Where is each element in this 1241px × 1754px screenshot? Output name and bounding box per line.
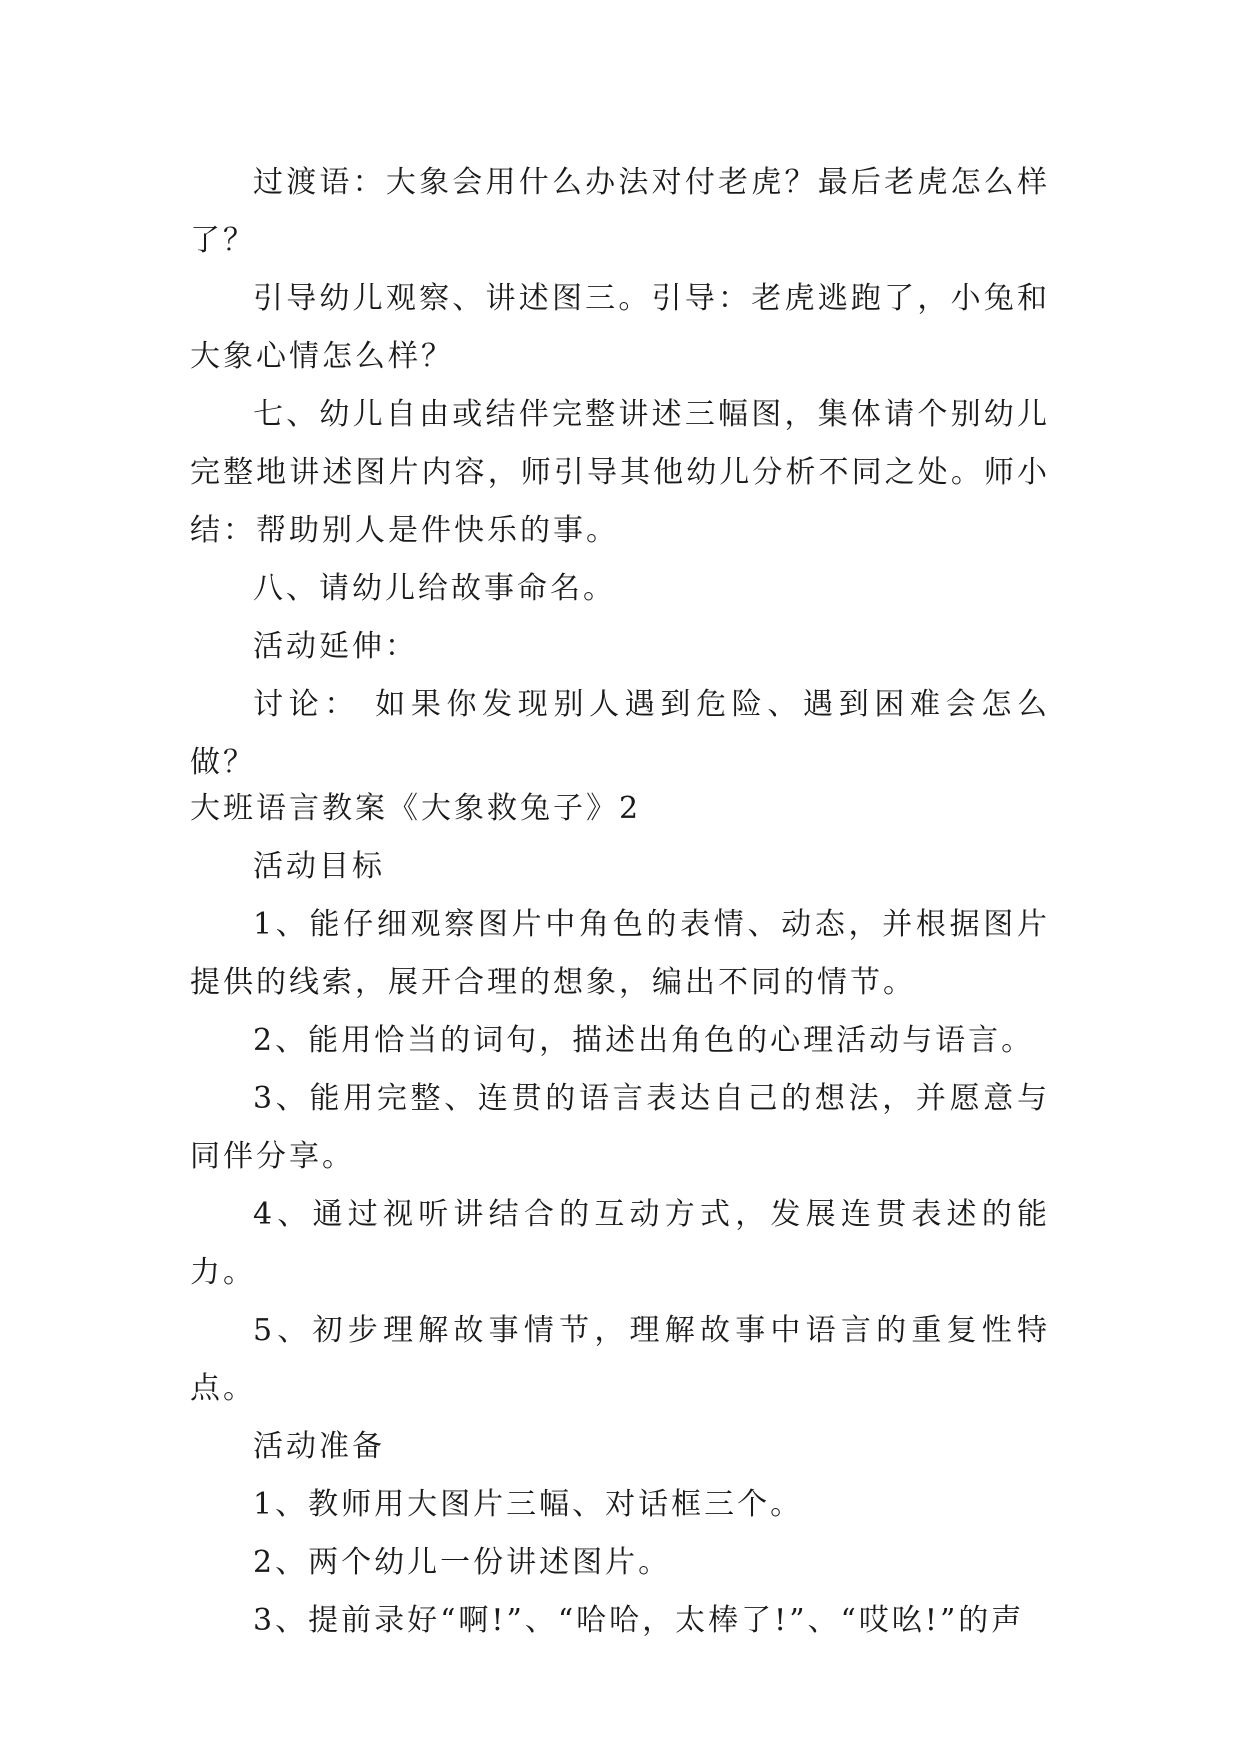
prep-heading: 活动准备: [253, 1429, 385, 1464]
lesson-title: 大班语言教案《大象救兔子》2: [190, 791, 642, 826]
section-lesson-plan-2: [190, 780, 1050, 1650]
prep-item: 1、教师用大图片三幅、对话框三个。: [253, 1487, 804, 1522]
goal-item: 5、初步理解故事情节，理解故事中语言的重复性特点。: [190, 1313, 1050, 1406]
goal-item: 4、通过视听讲结合的互动方式，发展连贯表述的能力。: [190, 1197, 1050, 1290]
paragraph-extension-heading: 活动延伸：: [253, 629, 418, 664]
paragraph-step-eight: 八、请幼儿给故事命名。: [253, 571, 616, 606]
goal-item: 1、能仔细观察图片中角色的表情、动态，并根据图片提供的线索，展开合理的想象，编出不同的情节。: [190, 907, 1050, 1000]
goal-item: 3、能用完整、连贯的语言表达自己的想法，并愿意与同伴分享。: [190, 1081, 1050, 1174]
paragraph-guide-picture-three: 引导幼儿观察、讲述图三。引导：老虎逃跑了，小兔和大象心情怎么样？: [190, 281, 1050, 374]
goals-heading: 活动目标: [253, 849, 385, 884]
prep-item: 2、两个幼儿一份讲述图片。: [253, 1545, 672, 1580]
section-continued-activity: [190, 154, 1050, 792]
paragraph-transition: 过渡语：大象会用什么办法对付老虎？最后老虎怎么样了？: [190, 165, 1050, 258]
prep-item: 3、提前录好“啊!”、“哈哈，太棒了!”、“哎吆!”的声: [253, 1603, 1025, 1638]
paragraph-step-seven: 七、幼儿自由或结伴完整讲述三幅图，集体请个别幼儿完整地讲述图片内容，师引导其他幼儿分析不同之处。师小结：帮助别人是件快乐的事。: [190, 397, 1050, 548]
paragraph-discussion: 讨论： 如果你发现别人遇到危险、遇到困难会怎么做？: [190, 687, 1050, 780]
goal-item: 2、能用恰当的词句，描述出角色的心理活动与语言。: [253, 1023, 1035, 1058]
